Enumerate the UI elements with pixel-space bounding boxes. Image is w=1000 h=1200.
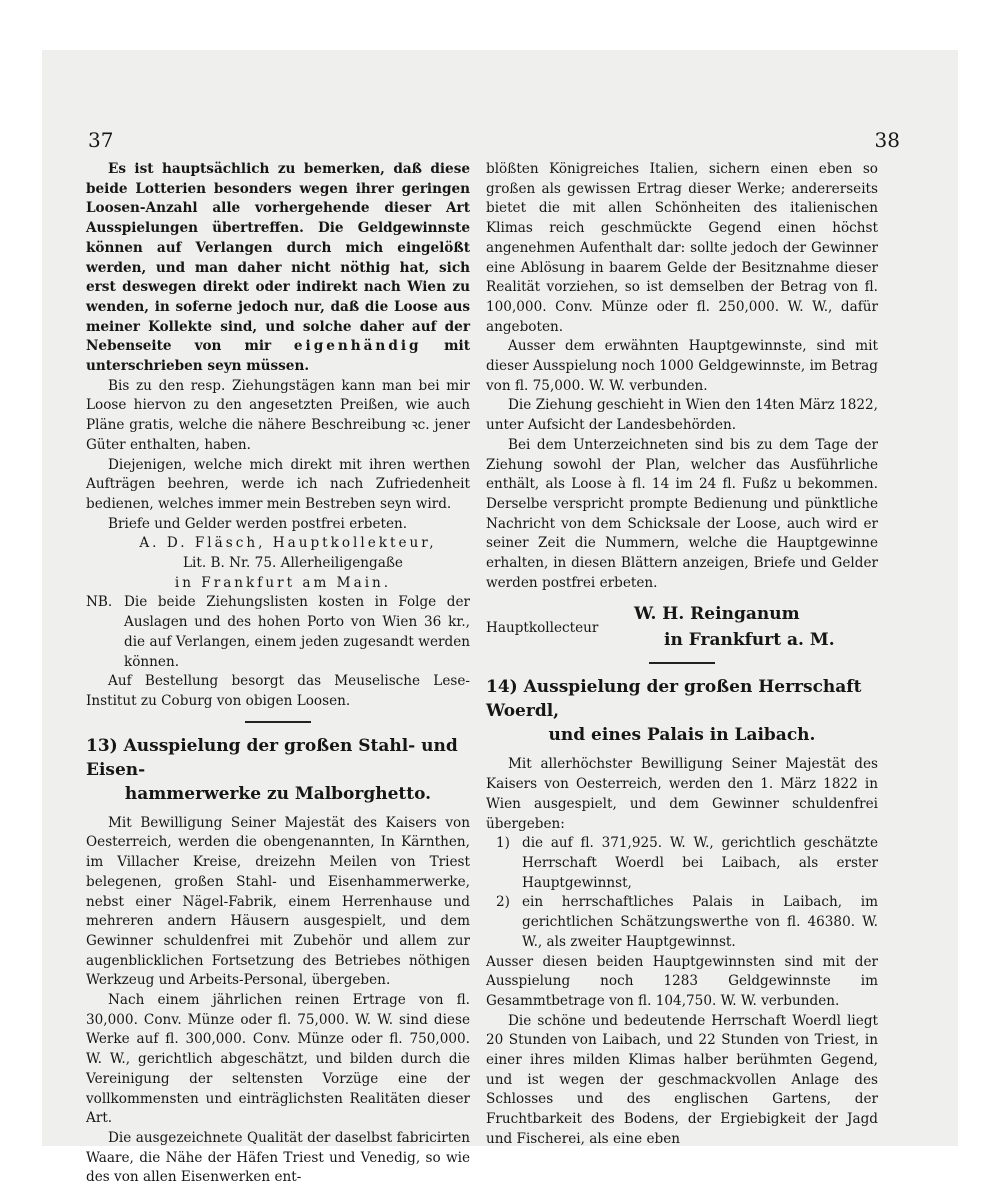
signature-line: A. D. Fläsch, Hauptkollekteur, xyxy=(139,535,437,552)
list-item xyxy=(486,834,878,893)
paragraph: Bis zu den resp. Ziehungstägen kann man bei mir Loose hiervon zu den angesetzten Preißen, wie auch Pläne gratis, welche die nähere Beschreibung ꝛc. jener Güter enthalten, haben. xyxy=(86,377,470,453)
heading-line: hammerwerke zu Malborghetto. xyxy=(124,783,432,804)
list-item-number: 1) xyxy=(496,835,510,852)
left-column xyxy=(86,160,470,1188)
collector-name: W. H. Reinganum xyxy=(634,604,800,625)
heading-line: 13) Ausspielung der großen Stahl- und Eisen- xyxy=(86,735,458,780)
section-divider xyxy=(245,721,311,723)
paragraph: Ausser diesen beiden Hauptgewinnsten sind mit der Ausspielung noch 1283 Geldgewinnste im Gesammtbetrage von fl. 104,750. W. W. verbunden. xyxy=(486,953,878,1009)
paragraph-text: mit unterschrieben seyn müssen. xyxy=(86,338,470,375)
emphasized-text: eigenhändig xyxy=(293,338,422,355)
paragraph: Mit Bewilligung Seiner Majestät des Kaisers von Oesterreich, werden die obengenannten, In Kärnthen, im Villacher Kreise, dreizehn Meilen von Triest belegenen, großen Stahl- und Eisenhammerwerke, nebst einer Nägel-Fabrik, einem Herrenhause und mehreren andern Häusern ausgespielt, und dem Gewinner schuldenfrei mit Zubehör und allem zur augenblicklichen Fortsetzung des Betriebes nöthigen Werkzeug und Arbeits-Personal, übergeben. xyxy=(86,814,470,989)
heading-line: und eines Palais in Laibach. xyxy=(548,725,816,746)
nb-tag: NB. xyxy=(86,594,113,611)
paragraph: Auf Bestellung besorgt das Meuselische Lese-Institut zu Coburg von obigen Loosen. xyxy=(86,673,470,709)
collector-signature xyxy=(486,601,878,653)
nota-bene xyxy=(86,593,470,672)
right-column xyxy=(486,160,878,1150)
paragraph: Die Ziehung geschieht in Wien den 14ten März 1822, unter Aufsicht der Landesbehörden. xyxy=(486,397,878,434)
heading-line: 14) Ausspielung der großen Herrschaft Woerdl, xyxy=(486,677,862,722)
signature-line: Lit. B. Nr. 75. Allerheiligengaße xyxy=(183,555,403,572)
list-item-number: 2) xyxy=(496,894,510,911)
paragraph: Ausser dem erwähnten Hauptgewinnste, sind mit dieser Ausspielung noch 1000 Geldgewinnste, im Betrag von fl. 75,000. W. W. verbunden. xyxy=(486,338,878,394)
nb-text: Die beide Ziehungslisten kosten in Folge der Auslagen und des hohen Porto von Wien 36 kr., die auf Verlangen, einem jeden zugesandt werden können. xyxy=(124,594,470,670)
section-heading xyxy=(486,675,878,747)
list-item-text: die auf fl. 371,925. W. W., gerichtlich geschätzte Herrschaft Woerdl bei Laibach, als erster Hauptgewinnst, xyxy=(522,835,878,891)
page-number-right: 38 xyxy=(874,128,900,152)
collector-city: in Frankfurt a. M. xyxy=(664,630,835,651)
list-item xyxy=(486,893,878,952)
page-number-left: 37 xyxy=(88,128,114,152)
paragraph: Mit allerhöchster Bewilligung Seiner Majestät des Kaisers von Oesterreich, werden den 1. März 1822 in Wien ausgespielt, und dem Gewinner schuldenfrei übergeben: xyxy=(486,756,878,832)
collector-label: Hauptkollecteur xyxy=(486,620,599,637)
collector-name-block xyxy=(634,601,878,653)
paragraph: blößten Königreiches Italien, sichern einen eben so großen als gewissen Ertrag dieser Werke; andererseits bietet die mit allen Schönheiten des italienischen Klimas reich geschmückte Gegend einen höchst angenehmen Aufenthalt dar: sollte jedoch der Gewinner eine Ablösung in baarem Gelde der Besitznahme dieser Realität vorziehen, so ist demselben der Betrag von fl. 100,000. Conv. Münze oder fl. 250,000. W. W., dafür angeboten. xyxy=(486,161,878,335)
signature-line: in Frankfurt am Main. xyxy=(174,574,392,591)
paragraph: Die ausgezeichnete Qualität der daselbst fabricirten Waare, die Nähe der Häfen Triest und Venedig, so wie des von allen Eisenwerken ent- xyxy=(86,1129,470,1186)
paragraph: Nach einem jährlichen reinen Ertrage von fl. 30,000. Conv. Münze oder fl. 75,000. W. W. sind diese Werke auf fl. 300,000. Conv. Münze oder fl. 750,000. W. W., gerichtlich abgeschätzt, und bilden durch die Vereinigung der seltensten Vorzüge eine der vollkommensten und einträglichsten Realitäten dieser Art. xyxy=(86,992,470,1127)
list-item-text: ein herrschaftliches Palais in Laibach, im gerichtlichen Schätzungswerthe von fl. 46380. W. W., als zweiter Hauptgewinnst. xyxy=(522,894,878,950)
paragraph: Diejenigen, welche mich direkt mit ihren werthen Aufträgen beehren, werde ich nach Zufriedenheit bedienen, welches immer mein Bestreben seyn wird. xyxy=(86,456,470,512)
paragraph-text: Es ist hauptsächlich zu bemerken, daß diese beide Lotterien besonders wegen ihrer geringen Loosen-Anzahl alle vorhergehende dieser Art Ausspielungen übertreffen. Die Geldgewinnste können auf Verlangen durch mich eingelößt werden, und man daher nicht nöthig hat, sich erst deswegen direkt oder indirekt nach Wien zu wenden, in soferne jedoch nur, daß die Loose aus meiner Kollekte sind, und solche daher auf der Nebenseite von mir xyxy=(86,161,470,355)
paragraph: Briefe und Gelder werden postfrei erbeten. xyxy=(108,515,408,532)
paragraph: Bei dem Unterzeichneten sind bis zu dem Tage der Ziehung sowohl der Plan, welcher das Ausführliche enthält, als Loose à fl. 14 im 24 fl. Fußz u bekommen. Derselbe verspricht prompte Bedienung und pünktliche Nachricht von dem Schicksale der Loose, auch wird er seiner Zeit die Nummern, welche die Hauptgewinne erhalten, in diesen Blättern anzeigen, Briefe und Gelder werden postfrei erbeten. xyxy=(486,436,878,591)
section-divider xyxy=(649,662,715,664)
paragraph: Die schöne und bedeutende Herrschaft Woerdl liegt 20 Stunden von Laibach, und 22 Stunden von Triest, in einer ihres milden Klimas halber berühmten Gegend, und ist wegen der geschmackvollen Anlage des Schlosses und des englischen Gartens, der Fruchtbarkeit des Bodens, der Ergiebigkeit der Jagd und Fischerei, als eine eben xyxy=(486,1012,878,1147)
section-heading xyxy=(86,734,470,806)
paragraph xyxy=(86,160,470,377)
